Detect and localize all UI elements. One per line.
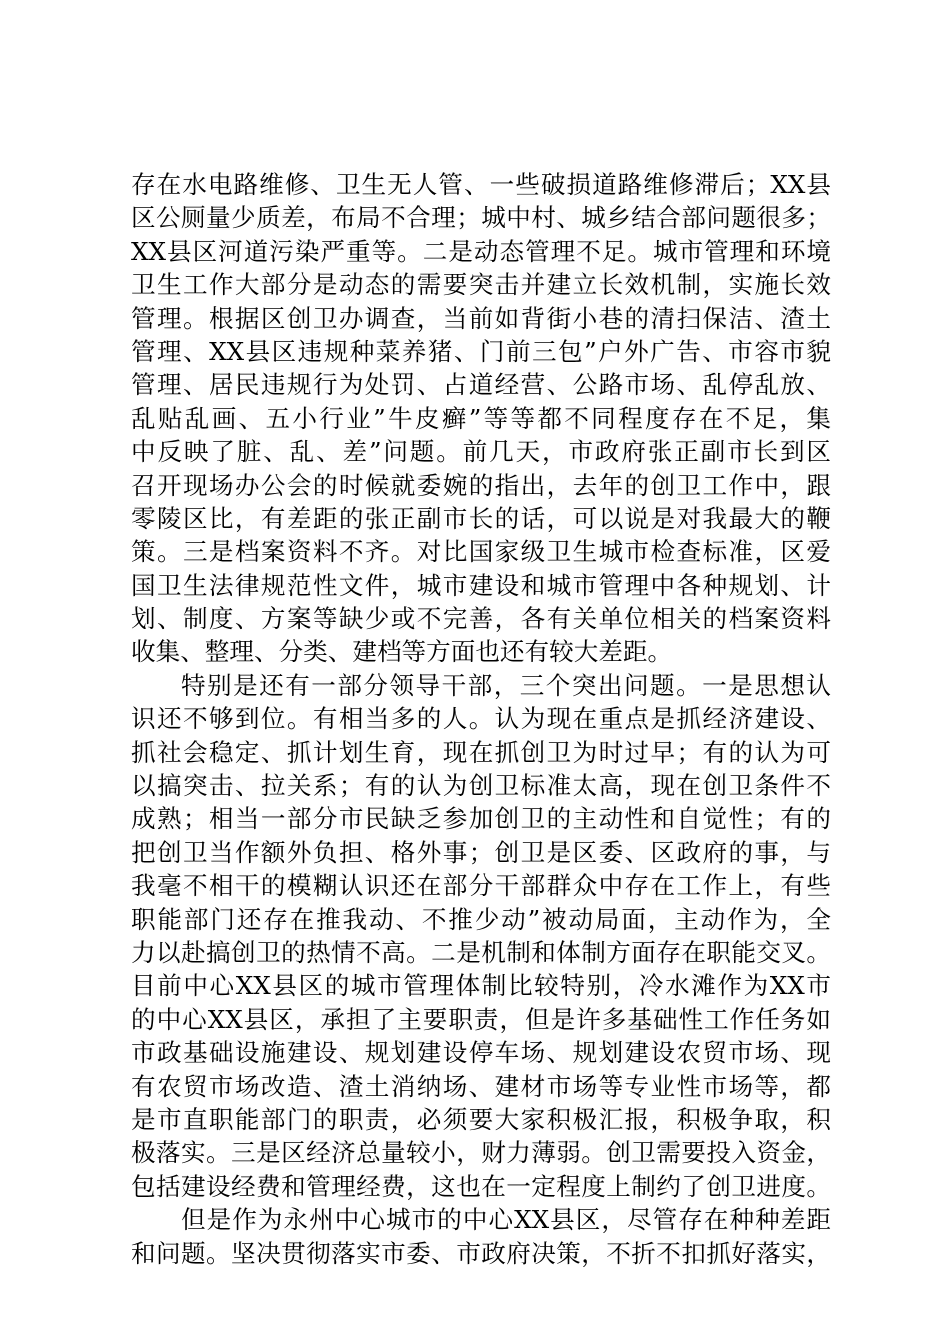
text-line: 识还不够到位。有相当多的人。认为现在重点是抓经济建设、 — [131, 704, 831, 734]
text-line: 划、制度、方案等缺少或不完善，各有关单位相关的档案资料 — [131, 604, 831, 634]
text-line: 以搞突击、拉关系；有的认为创卫标准太高，现在创卫条件不 — [131, 771, 831, 801]
text-line: 存在水电路维修、卫生无人管、一些破损道路维修滞后；XX县 — [131, 170, 831, 199]
text-line: 包括建设经费和管理经费，这也在一定程度上制约了创卫进度。 — [131, 1171, 831, 1201]
text-line: 把创卫当作额外负担、格外事；创卫是区委、区政府的事，与 — [131, 837, 831, 867]
text-line: 管理、XX县区违规种菜养猪、门前三包”户外广告、市容市貌 — [131, 336, 831, 366]
text-line: 力以赴搞创卫的热情不高。二是机制和体制方面存在职能交叉。 — [131, 937, 831, 967]
text-line: 抓社会稳定、抓计划生育，现在抓创卫为时过早；有的认为可 — [131, 737, 831, 767]
text-line: 我毫不相干的模糊认识还在部分干部群众中存在工作上，有些 — [131, 871, 831, 901]
text-line: 职能部门还存在推我动、不推少动”被动局面，主动作为，全 — [131, 904, 831, 934]
text-line: 极落实。三是区经济总量较小，财力薄弱。创卫需要投入资金， — [131, 1138, 831, 1168]
text-line: 区公厕量少质差，布局不合理；城中村、城乡结合部问题很多； — [131, 203, 831, 233]
text-line: XX县区河道污染严重等。二是动态管理不足。城市管理和环境 — [131, 236, 831, 266]
text-line: 管理、居民违规行为处罚、占道经营、公路市场、乱停乱放、 — [131, 370, 831, 400]
text-line: 和问题。坚决贯彻落实市委、市政府决策，不折不扣抓好落实， — [131, 1238, 831, 1268]
text-line: 乱贴乱画、五小行业”牛皮癣”等等都不同程度存在不足，集 — [131, 403, 831, 433]
text-line: 国卫生法律规范性文件，城市建设和城市管理中各种规划、计 — [131, 570, 831, 600]
text-line: 策。三是档案资料不齐。对比国家级卫生城市检查标准，区爱 — [131, 537, 831, 567]
text-line: 管理。根据区创卫办调查，当前如背街小巷的清扫保洁、渣土 — [131, 303, 831, 333]
paragraph-first-line: 特别是还有一部分领导干部，三个突出问题。一是思想认 — [181, 670, 831, 700]
text-line: 中反映了脏、乱、差”问题。前几天，市政府张正副市长到区 — [131, 437, 831, 467]
text-line: 召开现场办公会的时候就委婉的指出，去年的创卫工作中，跟 — [131, 470, 831, 500]
text-line: 有农贸市场改造、渣土消纳场、建材市场等专业性市场等，都 — [131, 1071, 831, 1101]
text-line: 成熟；相当一部分市民缺乏参加创卫的主动性和自觉性；有的 — [131, 804, 831, 834]
text-line: 卫生工作大部分是动态的需要突击并建立长效机制，实施长效 — [131, 270, 831, 300]
text-line: 是市直职能部门的职责，必须要大家积极汇报，积极争取，积 — [131, 1104, 831, 1134]
text-line: 收集、整理、分类、建档等方面也还有较大差距。 — [131, 637, 673, 667]
text-line: 的中心XX县区，承担了主要职责，但是许多基础性工作任务如 — [131, 1004, 831, 1034]
text-line: 目前中心XX县区的城市管理体制比较特别，冷水滩作为XX市 — [131, 971, 831, 1001]
paragraph-first-line: 但是作为永州中心城市的中心XX县区，尽管存在种种差距 — [181, 1205, 831, 1235]
text-line: 零陵区比，有差距的张正副市长的话，可以说是对我最大的鞭 — [131, 503, 831, 533]
text-line: 市政基础设施建设、规划建设停车场、规划建设农贸市场、现 — [131, 1038, 831, 1068]
document-body — [131, 168, 831, 1270]
